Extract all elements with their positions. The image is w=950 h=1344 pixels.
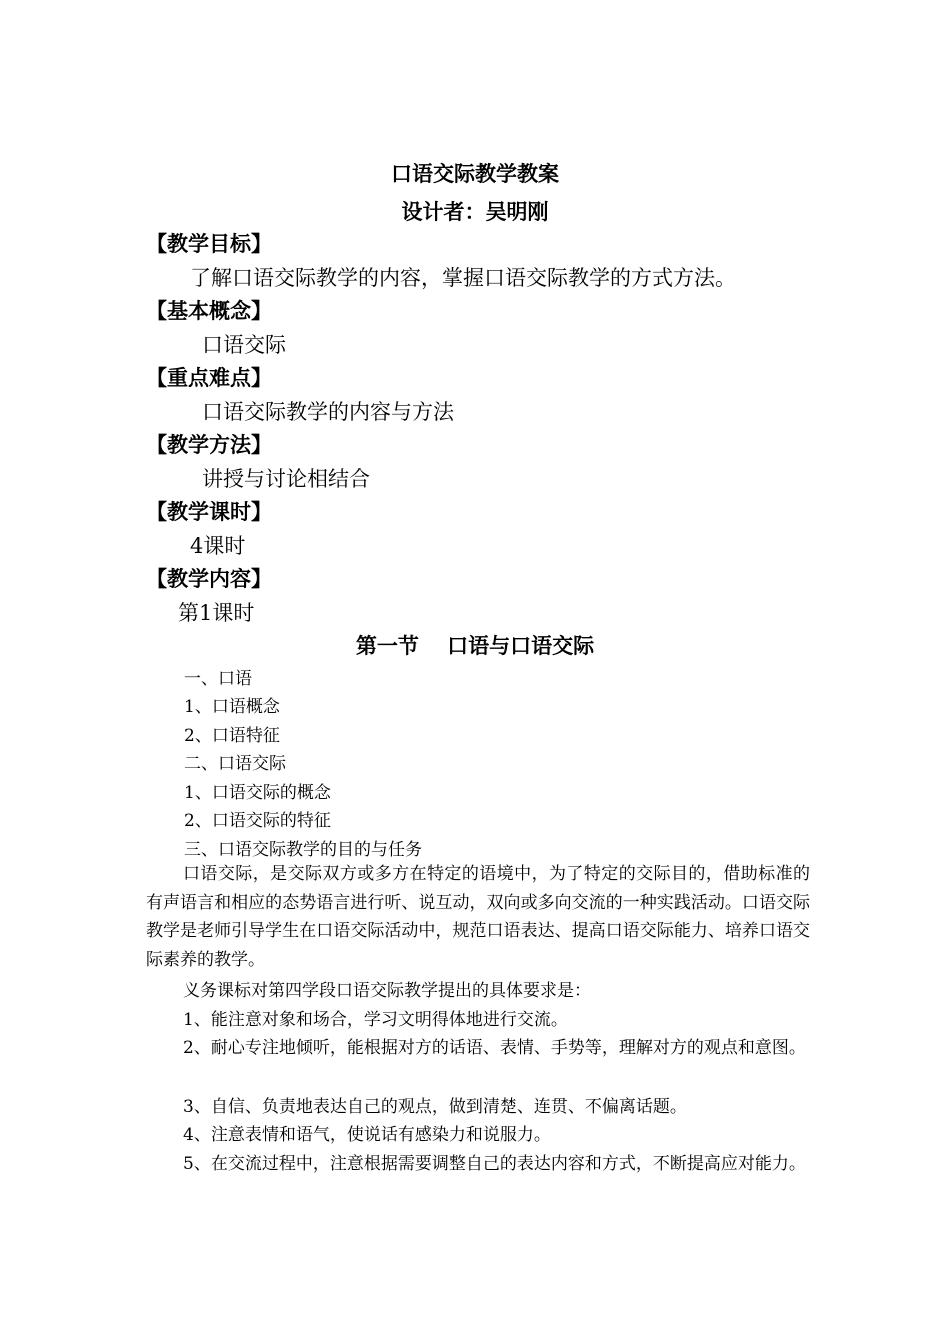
heading-content: 【教学内容】 (146, 566, 272, 591)
document-title: 口语交际教学教案 (391, 161, 559, 186)
outline-item: 1、口语概念 (184, 697, 280, 717)
objectives-text: 了解口语交际教学的内容，掌握口语交际教学的方式方法。 (190, 266, 736, 290)
requirement-item: 4、注意表情和语气，使说话有感染力和说服力。 (183, 1125, 551, 1145)
key-points-text: 口语交际教学的内容与方法 (202, 400, 454, 424)
designer-line: 设计者：吴明刚 (401, 199, 549, 224)
methods-text: 讲授与讨论相结合 (202, 467, 370, 491)
requirement-item: 3、自信、负责地表达自己的观点，做到清楚、连贯、不偏离话题。 (183, 1097, 687, 1117)
outline-item: 2、口语特征 (184, 726, 280, 746)
heading-concepts: 【基本概念】 (146, 298, 272, 323)
heading-hours: 【教学课时】 (146, 499, 272, 524)
lesson-label: 第1课时 (178, 601, 255, 625)
heading-methods: 【教学方法】 (146, 432, 272, 457)
outline-item: 2、口语交际的特征 (184, 811, 331, 831)
heading-objectives: 【教学目标】 (146, 231, 272, 256)
outline-item: 一、口语 (184, 669, 252, 689)
requirements-intro: 义务课标对第四学段口语交际教学提出的具体要求是： (183, 981, 591, 1001)
requirement-item: 1、能注意对象和场合，学习文明得体地进行交流。 (183, 1010, 568, 1030)
requirement-item: 5、在交流过程中，注意根据需要调整自己的表达内容和方式，不断提高应对能力。 (183, 1154, 806, 1174)
outline-item: 三、口语交际教学的目的与任务 (184, 840, 422, 860)
outline-item: 1、口语交际的概念 (184, 783, 331, 803)
section-title: 第一节 口语与口语交际 (355, 633, 595, 658)
outline-item: 二、口语交际 (184, 754, 286, 774)
heading-key-points: 【重点难点】 (146, 365, 272, 390)
concepts-text: 口语交际 (202, 333, 286, 357)
requirement-item: 2、耐心专注地倾听，能根据对方的话语、表情、手势等，理解对方的观点和意图。 (183, 1038, 806, 1058)
definition-paragraph: 口语交际，是交际双方或多方在特定的语境中，为了特定的交际目的，借助标准的有声语言和相应的态势语言进行听、说互动，双向或多向交流的一种实践活动。口语交际教学是老师引导学生在口语交际活动中，规范口语表达、提高口语交际能力、培养口语交际素养的教学。 (146, 864, 810, 970)
hours-text: 4课时 (190, 534, 246, 558)
